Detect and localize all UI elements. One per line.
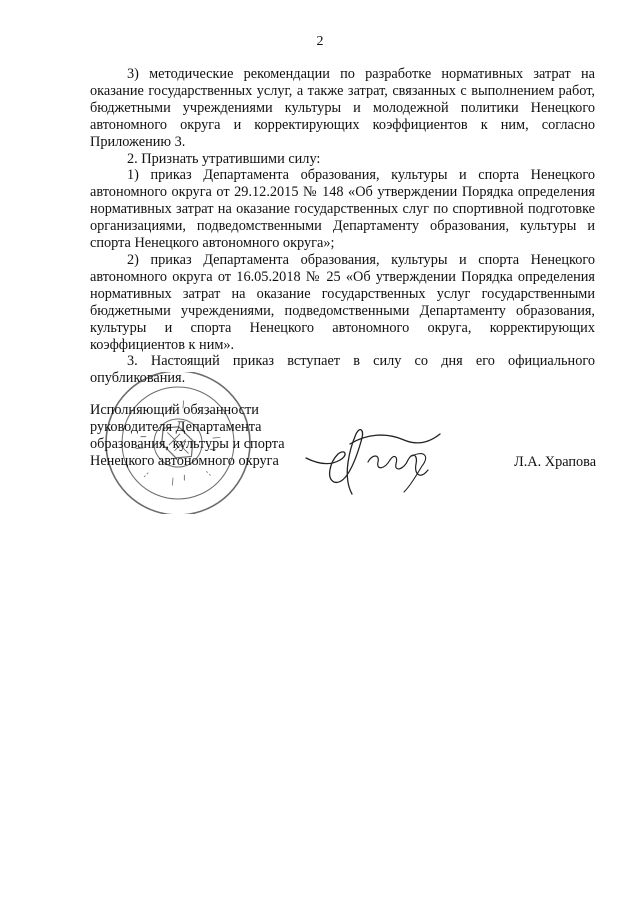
- paragraph-repealed-order-2: 2) приказ Департамента образования, культуры и спорта Ненецкого автономного округа от 16.05.2018 № 25 «Об утверждении Порядка определения нормативных затрат на оказание государственных услуг государственными бюджетными учреждениями, подведомственными Департаменту образования, культуры и спорта Ненецкого автономного округа, корректирующих коэффициентов к ним».: [90, 251, 595, 353]
- signatory-name: Л.А. Храпова: [514, 454, 597, 470]
- signatory-title-line: руководителя Департамента: [90, 419, 262, 435]
- document-body: [90, 66, 595, 387]
- paragraph-entry-into-force: 3. Настоящий приказ вступает в силу со дня его официального опубликования.: [90, 353, 595, 387]
- page-number: 2: [316, 34, 324, 49]
- signatory-title-line: Ненецкого автономного округа: [90, 453, 279, 469]
- signatory-title-block: [90, 402, 310, 470]
- signatory-title-line: образования, культуры и спорта: [90, 436, 285, 452]
- paragraph-repealed-order-1: 1) приказ Департамента образования, культуры и спорта Ненецкого автономного округа от 29.12.2015 № 148 «Об утверждении Порядка определения нормативных затрат на оказание государственных слуг по спортивной подготовке организациями, подведомственными Департаменту образования, культуры и спорта Ненецкого автономного округа»;: [90, 167, 595, 252]
- paragraph-repeal-heading: 2. Признать утратившими силу:: [127, 150, 321, 167]
- handwritten-signature: [300, 420, 450, 500]
- paragraph-methodical-recommendations: 3) методические рекомендации по разработке нормативных затрат на оказание государственных услуг, а также затрат, связанных с выполнением работ, бюджетными учреждениями культуры и молодежной политики Ненецкого автономного округа и корректирующих коэффициентов к ним, согласно Приложению 3.: [90, 66, 595, 150]
- signatory-title-line: Исполняющий обязанности: [90, 402, 259, 418]
